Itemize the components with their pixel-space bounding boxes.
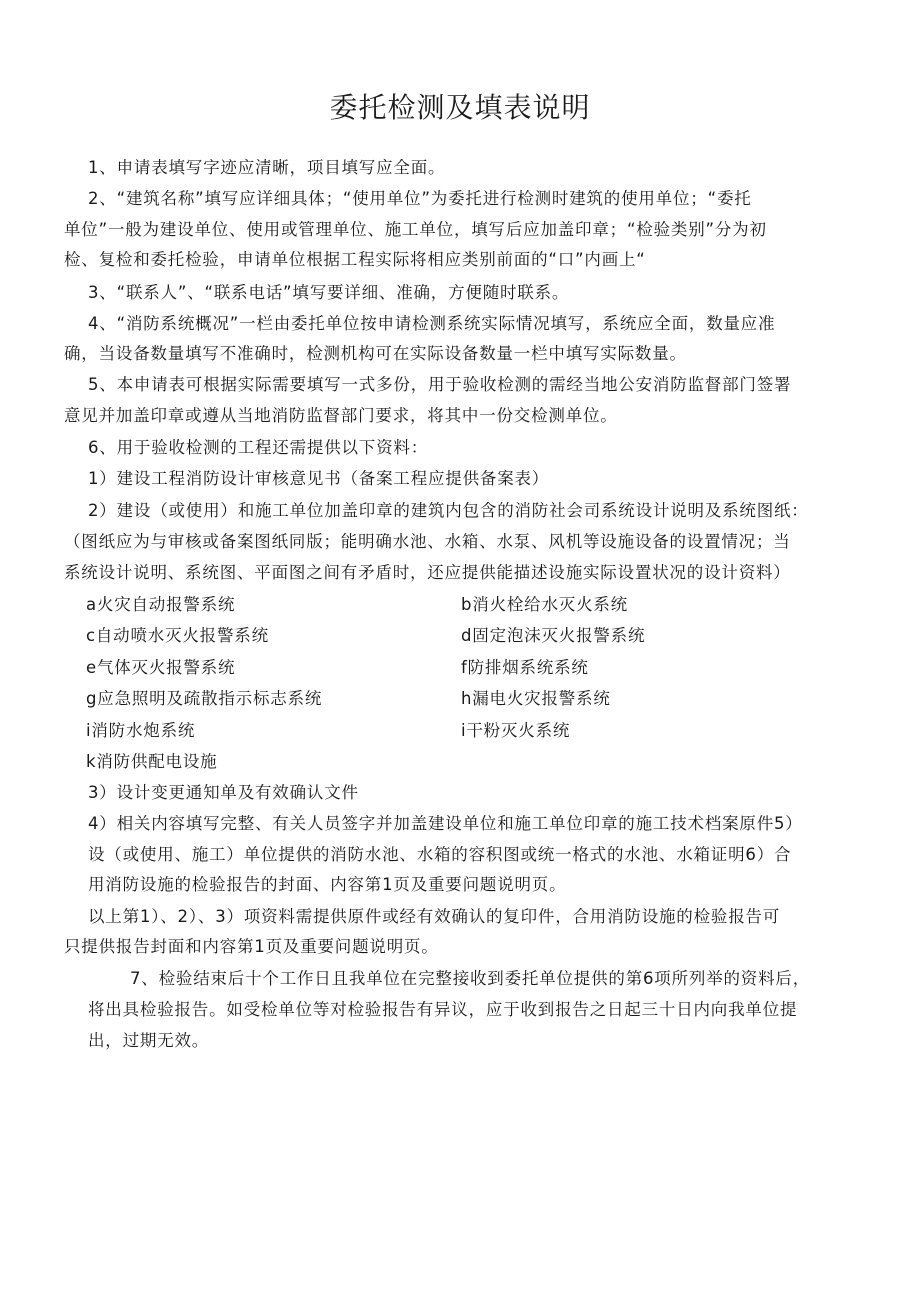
system-item-b: b消火栓给水灭火系统 xyxy=(461,595,628,614)
system-item-e: e气体灭火报警系统 xyxy=(86,658,236,677)
system-item-k: k消防供配电设施 xyxy=(86,752,218,771)
paragraph-5-line-1: 5、本申请表可根据实际需要填写一式多份，用于验收检测的需经当地公安消防监督部门签署 xyxy=(88,375,792,394)
paragraph-2-line-2: 单位”一般为建设单位、使用或管理单位、施工单位，填写后应加盖印章；“检验类别”分为初 xyxy=(64,220,767,239)
paragraph-7-line-2: 将出具检验报告。如受检单位等对检验报告有异议，应于收到报告之日起三十日内向我单位提 xyxy=(88,1000,798,1019)
paragraph-2-line-1: 2、“建筑名称”填写应详细具体；“使用单位”为委托进行检测时建筑的使用单位；“委托 xyxy=(88,189,752,208)
item-6-4-line-1: 4）相关内容填写完整、有关人员签字并加盖建设单位和施工单位印章的施工技术档案原件5） xyxy=(88,814,803,833)
system-item-h: h漏电火灾报警系统 xyxy=(461,689,611,708)
paragraph-7-line-3: 出，过期无效。 xyxy=(88,1031,210,1050)
item-6-2-line-2: （图纸应为与审核或备案图纸同版；能明确水池、水箱、水泵、风机等设施设备的设置情况；当 xyxy=(64,532,791,551)
system-item-i: i消防水炮系统 xyxy=(86,721,196,740)
system-item-a: a火灾自动报警系统 xyxy=(86,595,236,614)
paragraph-4-line-2: 确，当设备数量填写不准确时，检测机构可在实际设备数量一栏中填写实际数量。 xyxy=(64,344,687,363)
paragraph-2-line-3: 检、复检和委托检验，申请单位根据工程实际将相应类别前面的“口”内画上“ xyxy=(64,250,646,269)
item-6-4-line-2: 设（或使用、施工）单位提供的消防水池、水箱的容积图或统一格式的水池、水箱证明6）合 xyxy=(88,845,792,864)
item-6-2-line-1: 2）建设（或使用）和施工单位加盖印章的建筑内包含的消防社会司系统设计说明及系统图纸： xyxy=(88,501,809,520)
item-6-1: 1）建设工程消防设计审核意见书（备案工程应提供备案表） xyxy=(88,469,550,488)
system-item-c: c自动喷水灭火报警系统 xyxy=(86,626,269,645)
paragraph-5-line-2: 意见并加盖印章或遵从当地消防监督部门要求，将其中一份交检测单位。 xyxy=(64,406,618,425)
paragraph-4-line-1: 4、“消防系统概况”一栏由委托单位按申请检测系统实际情况填写，系统应全面，数量应准 xyxy=(88,314,776,333)
note-line-2: 只提供报告封面和内容第1页及重要问题说明页。 xyxy=(64,937,439,956)
page-title: 委托检测及填表说明 xyxy=(329,91,591,124)
item-6-3: 3）设计变更通知单及有效确认文件 xyxy=(88,783,359,802)
note-line-1: 以上第1）、2）、3）项资料需提供原件或经有效确认的复印件，合用消防设施的检验报告可 xyxy=(88,907,781,926)
item-6-4-line-3: 用消防设施的检验报告的封面、内容第1页及重要问题说明页。 xyxy=(88,875,567,894)
paragraph-1: 1、申请表填写字迹应清晰，项目填写应全面。 xyxy=(88,158,446,177)
system-item-f: f防排烟系统系统 xyxy=(461,658,589,677)
paragraph-3: 3、“联系人”、“联系电话”填写要详细、准确，方便随时联系。 xyxy=(88,283,570,302)
system-item-d: d固定泡沫灭火报警系统 xyxy=(461,626,646,645)
item-6-2-line-3: 系统设计说明、系统图、平面图之间有矛盾时，还应提供能描述设施实际设置状况的设计资料） xyxy=(64,563,791,582)
paragraph-6: 6、用于验收检测的工程还需提供以下资料： xyxy=(88,438,428,457)
paragraph-7-line-1: 7、检验结束后十个工作日且我单位在完整接收到委托单位提供的第6项所列举的资料后， xyxy=(130,969,810,988)
system-item-j: i干粉灭火系统 xyxy=(461,721,571,740)
system-item-g: g应急照明及疏散指示标志系统 xyxy=(86,689,323,708)
